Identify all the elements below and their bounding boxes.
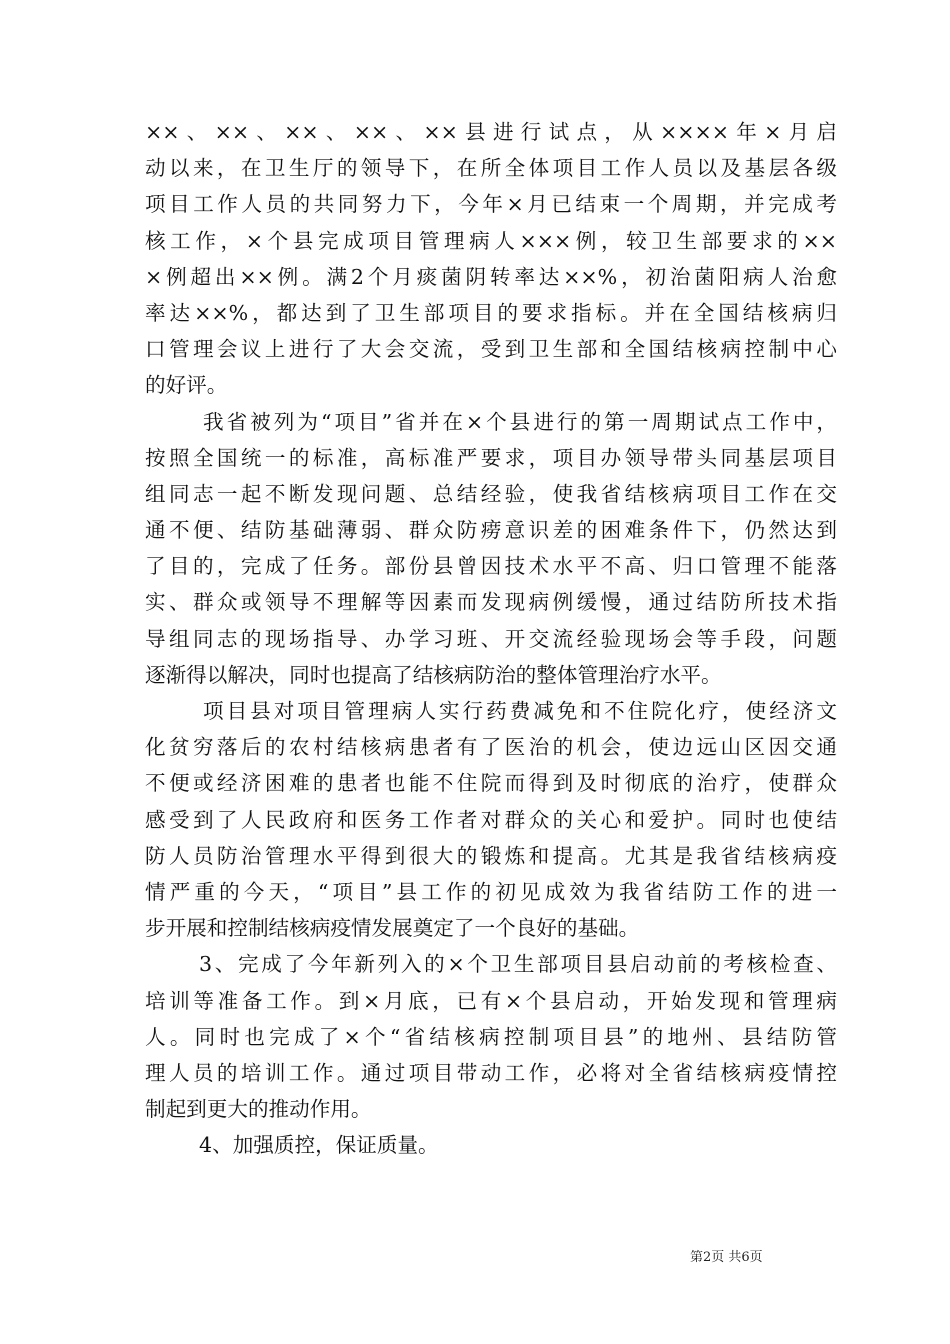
text-line: 导组同志的现场指导、办学习班、开交流经验现场会等手段，问题 xyxy=(145,626,837,651)
text-line: 项目工作人员的共同努力下，今年×月已结束一个周期，并完成考 xyxy=(145,192,837,217)
page-number: 第2页 共6页 xyxy=(690,1250,763,1265)
text-line: 项目县对项目管理病人实行药费减免和不住院化疗，使经济文 xyxy=(203,699,837,723)
paragraph xyxy=(145,114,837,404)
text-line: 了目的，完成了任务。部份县曾因技术水平不高、归口管理不能落 xyxy=(145,554,837,579)
text-line: 情严重的今天，“项目”县工作的初见成效为我省结防工作的进一 xyxy=(145,879,837,904)
text-line: 按照全国统一的标准，高标准严要求，项目办领导带头同基层项目 xyxy=(145,445,837,470)
text-line: 3、完成了今年新列入的×个卫生部项目县启动前的考核检查、 xyxy=(199,952,837,977)
text-line: 口管理会议上进行了大会交流，受到卫生部和全国结核病控制中心 xyxy=(145,337,837,362)
document-body xyxy=(145,114,837,1163)
text-line: 不便或经济困难的患者也能不住院而得到及时彻底的治疗，使群众 xyxy=(145,771,837,796)
text-line: 理人员的培训工作。通过项目带动工作，必将对全省结核病疫情控 xyxy=(145,1060,837,1085)
paragraph xyxy=(145,404,837,694)
text-line: ××、××、××、××、××县进行试点，从××××年×月启 xyxy=(145,120,838,144)
text-line: 动以来，在卫生厅的领导下，在所全体项目工作人员以及基层各级 xyxy=(145,156,837,181)
text-line: 步开展和控制结核病疫情发展奠定了一个良好的基础。 xyxy=(145,916,640,941)
paragraph xyxy=(145,946,837,1127)
paragraph xyxy=(145,1127,837,1163)
text-line: 化贫穷落后的农村结核病患者有了医治的机会，使边远山区因交通 xyxy=(145,735,837,760)
text-line: 制起到更大的推动作用。 xyxy=(145,1097,372,1122)
text-line: 组同志一起不断发现问题、总结经验，使我省结核病项目工作在交 xyxy=(145,481,837,506)
text-line: 的好评。 xyxy=(145,373,228,398)
text-line: ×例超出××例。满2个月痰菌阴转率达××%，初治菌阳病人治愈 xyxy=(145,264,837,289)
text-line: 感受到了人民政府和医务工作者对群众的关心和爱护。同时也使结 xyxy=(145,807,837,832)
text-line: 人。同时也完成了×个“省结核病控制项目县”的地州、县结防管 xyxy=(145,1024,837,1049)
text-line: 4、加强质控，保证质量。 xyxy=(199,1133,439,1158)
text-line: 实、群众或领导不理解等因素而发现病例缓慢，通过结防所技术指 xyxy=(145,590,837,615)
text-line: 通不便、结防基础薄弱、群众防痨意识差的困难条件下，仍然达到 xyxy=(145,518,837,543)
text-line: 防人员防治管理水平得到很大的锻炼和提高。尤其是我省结核病疫 xyxy=(145,843,837,868)
text-line: 逐渐得以解决，同时也提高了结核病防治的整体管理治疗水平。 xyxy=(145,662,722,687)
text-line: 培训等准备工作。到×月底，已有×个县启动，开始发现和管理病 xyxy=(145,988,837,1013)
text-line: 我省被列为“项目”省并在×个县进行的第一周期试点工作中， xyxy=(203,409,837,434)
text-line: 核工作，×个县完成项目管理病人×××例，较卫生部要求的×× xyxy=(145,228,837,253)
paragraph xyxy=(145,693,837,946)
text-line: 率达××%，都达到了卫生部项目的要求指标。并在全国结核病归 xyxy=(145,300,837,325)
